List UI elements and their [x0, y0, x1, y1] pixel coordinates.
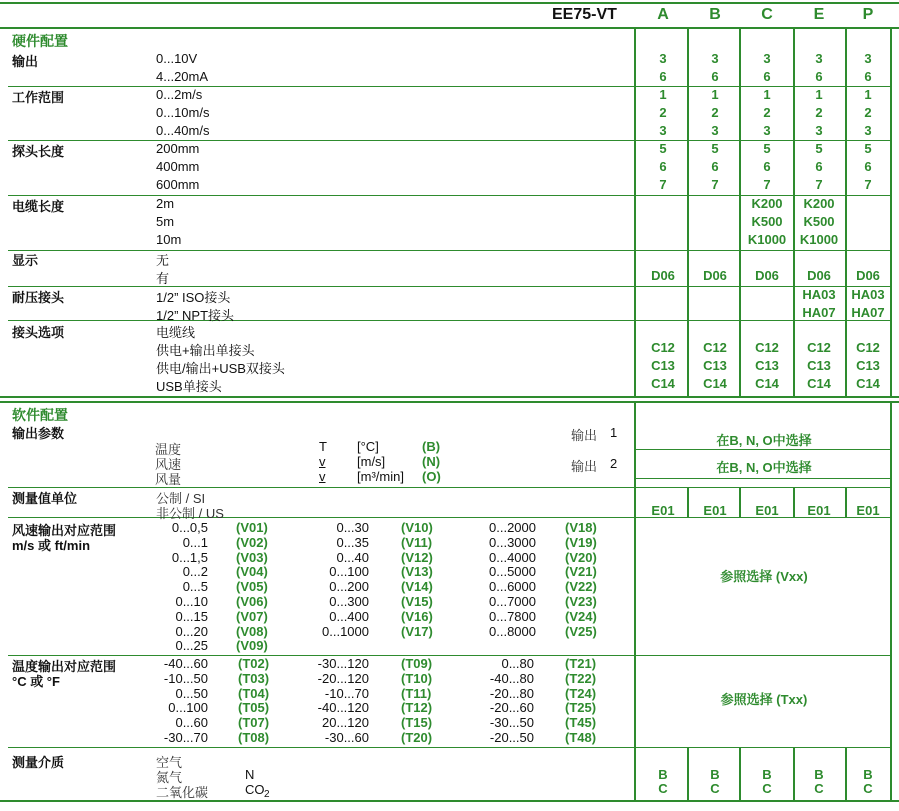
hw-code: 3 — [711, 123, 719, 138]
hw-code: C13 — [703, 358, 727, 373]
range-code: (T11) — [401, 685, 432, 701]
hw-code: C13 — [807, 358, 831, 373]
medium-option: 空气 — [156, 755, 183, 770]
range-value: 0...7000 — [489, 594, 536, 609]
range-code: (V10) — [401, 520, 433, 535]
param-name: 风速 — [155, 457, 182, 472]
hw-code: 2 — [763, 105, 771, 120]
unit-option: 非公制 / US — [156, 506, 224, 521]
temp-range-units: °C 或 °F — [12, 674, 60, 689]
range-code: (T12) — [401, 700, 433, 716]
choice-divider — [634, 449, 890, 450]
hw-code: 6 — [763, 69, 771, 84]
param-unit: [m/s] — [357, 454, 386, 469]
hw-option: 600mm — [156, 177, 200, 192]
range-value: -30...50 — [489, 715, 534, 731]
range-code: (T02) — [238, 656, 270, 671]
range-code: (T10) — [401, 670, 433, 686]
hw-code: 1 — [659, 87, 667, 102]
range-value: 0...0,5 — [171, 520, 208, 535]
hw-option: 无 — [156, 253, 170, 268]
output-1-label: 输出 — [571, 428, 598, 443]
medium-code: C — [710, 781, 720, 796]
unit-option: 公制 / SI — [156, 491, 206, 506]
range-code: (T25) — [565, 700, 597, 716]
unit-code: E01 — [703, 503, 727, 518]
medium-code: C — [814, 781, 824, 796]
hw-code: 5 — [659, 141, 667, 156]
unit-code: E01 — [856, 503, 880, 518]
range-code: (V12) — [401, 549, 433, 565]
param-symbol: T — [319, 439, 327, 454]
range-value: -10...70 — [324, 685, 369, 701]
hw-code: 6 — [711, 159, 719, 174]
medium-code: C — [762, 781, 772, 796]
medium-option: 二氧化碳 — [156, 785, 209, 800]
section-divider-2 — [0, 401, 899, 403]
hw-code: 6 — [659, 69, 667, 84]
hw-option: 200mm — [156, 141, 200, 156]
hw-code: C14 — [856, 376, 880, 391]
hw-row-divider-5 — [8, 320, 890, 321]
hw-code: K1000 — [747, 232, 787, 247]
param-unit: [°C] — [357, 439, 379, 454]
range-value: 0...300 — [329, 594, 369, 609]
range-value: 0...100 — [168, 700, 208, 716]
hw-code: 6 — [711, 69, 719, 84]
hw-code: 3 — [864, 51, 872, 66]
hw-code: 6 — [815, 159, 823, 174]
range-value: 0...5000 — [489, 564, 536, 580]
medium-formula-co: CO — [245, 782, 265, 797]
hw-code: D06 — [651, 268, 675, 283]
output-params-label: 输出参数 — [12, 426, 65, 441]
hardware-section-title: 硬件配置 — [12, 33, 68, 49]
range-code: (T24) — [565, 685, 597, 701]
output-1-number: 1 — [610, 425, 618, 440]
range-code: (V17) — [401, 623, 433, 639]
range-code: (T21) — [565, 656, 597, 671]
range-code: (T22) — [565, 670, 597, 686]
medium-code: C — [863, 781, 873, 796]
medium-code: C — [658, 781, 668, 796]
range-value: -20...80 — [489, 685, 534, 701]
software-section-title: 软件配置 — [12, 407, 68, 423]
range-code: (V19) — [565, 534, 597, 550]
hw-code: C13 — [651, 358, 675, 373]
column-header-a: A — [657, 6, 669, 23]
hw-option: 5m — [156, 214, 175, 229]
hw-code: K200 — [751, 196, 783, 211]
range-value: -30...120 — [317, 656, 369, 671]
hw-option: 供电/输出+USB双接头 — [156, 361, 285, 376]
range-value: -10...50 — [163, 670, 208, 686]
range-code: (V18) — [565, 520, 597, 535]
column-header-e: E — [813, 6, 825, 23]
range-code: (T05) — [238, 700, 270, 716]
hw-code: C13 — [856, 358, 880, 373]
range-code: (T09) — [401, 656, 433, 671]
hw-code: K200 — [803, 196, 835, 211]
hw-code: C14 — [651, 376, 675, 391]
hw-code: 1 — [711, 87, 719, 102]
hw-code: 2 — [659, 105, 667, 120]
range-code: (V07) — [236, 608, 268, 624]
range-value: 0...1000 — [322, 623, 369, 639]
temp-range-choice: 参照选择 (Txx) — [720, 692, 808, 707]
hw-code: 6 — [763, 159, 771, 174]
model-name: EE75-VT — [552, 6, 617, 23]
hw-code: K500 — [751, 214, 783, 229]
hw-code: K500 — [803, 214, 835, 229]
range-value: -30...70 — [163, 730, 208, 745]
range-code: (V13) — [401, 564, 433, 580]
hw-code: 5 — [864, 141, 872, 156]
medium-code: B — [762, 767, 772, 782]
range-code: (V06) — [236, 594, 268, 609]
range-value: 0...40 — [336, 549, 369, 565]
range-code: (T20) — [401, 730, 433, 745]
hw-row-divider-3 — [8, 250, 890, 251]
range-code: (V25) — [565, 623, 597, 639]
medium-label: 测量介质 — [12, 755, 65, 770]
medium-code: B — [863, 767, 873, 782]
range-code: (V11) — [401, 534, 433, 550]
range-value: -30...60 — [324, 730, 369, 745]
range-value: 0...2000 — [489, 520, 536, 535]
hw-option: 0...2m/s — [156, 87, 203, 102]
column-header-c: C — [761, 6, 773, 23]
hw-option: 电缆线 — [156, 325, 196, 340]
range-value: 0...50 — [175, 685, 208, 701]
range-value: 0...80 — [501, 656, 534, 671]
medium-code: B — [814, 767, 824, 782]
hw-code: 2 — [711, 105, 719, 120]
hw-code: 6 — [864, 159, 872, 174]
param-name: 风量 — [155, 472, 182, 487]
range-code: (V23) — [565, 594, 597, 609]
column-header-p: P — [862, 6, 874, 23]
range-value: 0...4000 — [489, 549, 536, 565]
hw-code: HA03 — [851, 287, 885, 302]
hw-code: C14 — [755, 376, 779, 391]
hw-code: K1000 — [799, 232, 839, 247]
hw-column-line-0 — [634, 27, 636, 398]
speed-range-choice: 参照选择 (Vxx) — [720, 569, 808, 584]
hw-code: 6 — [864, 69, 872, 84]
hw-code: 3 — [659, 123, 667, 138]
hw-option: 供电+输出单接头 — [156, 343, 255, 358]
hw-option: 0...10m/s — [156, 105, 210, 120]
range-value: -20...120 — [317, 670, 369, 686]
hw-code: 1 — [864, 87, 872, 102]
hw-code: 1 — [815, 87, 823, 102]
output-2-number: 2 — [610, 456, 618, 471]
param-unit: [m³/min] — [357, 469, 404, 484]
hw-option: 1/2” NPT接头 — [156, 308, 235, 323]
hw-code: 3 — [815, 123, 823, 138]
hw-code: C12 — [651, 340, 675, 355]
hw-label: 输出 — [12, 54, 39, 69]
hw-code: C14 — [807, 376, 831, 391]
range-value: 0...25 — [175, 638, 208, 654]
speed-range-units: m/s 或 ft/min — [12, 538, 91, 553]
range-value: 0...1,5 — [171, 549, 208, 565]
range-code: (V20) — [565, 549, 597, 565]
range-value: 0...6000 — [489, 579, 536, 595]
range-code: (T45) — [565, 715, 597, 731]
range-value: 20...120 — [322, 715, 369, 731]
hw-option: USB单接头 — [156, 379, 222, 394]
hw-code: 3 — [864, 123, 872, 138]
range-value: -20...60 — [489, 700, 534, 716]
hw-code: 3 — [659, 51, 667, 66]
param-symbol: v — [319, 454, 326, 469]
range-code: (V05) — [236, 579, 268, 595]
hw-code: 3 — [815, 51, 823, 66]
hw-code: C14 — [703, 376, 727, 391]
hw-code: C12 — [856, 340, 880, 355]
header-divider — [0, 27, 899, 29]
range-value: 0...30 — [336, 520, 369, 535]
range-code: (V04) — [236, 564, 268, 580]
range-value: -40...60 — [163, 656, 208, 671]
hw-option: 1/2” ISO接头 — [156, 290, 231, 305]
section-divider-1 — [0, 396, 899, 398]
hw-code: 6 — [659, 159, 667, 174]
hw-label: 显示 — [12, 253, 39, 268]
hw-label: 接头选项 — [12, 325, 65, 340]
hw-code: C12 — [807, 340, 831, 355]
unit-code: E01 — [651, 503, 675, 518]
hw-code: 7 — [711, 177, 719, 192]
range-code: (V24) — [565, 608, 597, 624]
range-code: (T08) — [238, 730, 270, 745]
hw-code: 7 — [763, 177, 771, 192]
range-value: 0...1 — [182, 534, 208, 550]
range-code: (T03) — [238, 670, 270, 686]
output-2-choice: 在B, N, O中选择 — [716, 460, 812, 475]
range-value: 0...7800 — [489, 608, 536, 624]
hw-code: D06 — [807, 268, 831, 283]
speed-range-label: 风速输出对应范围 — [12, 523, 117, 538]
medium-code: B — [658, 767, 668, 782]
range-code: (T04) — [238, 685, 270, 701]
range-value: 0...200 — [329, 579, 369, 595]
range-value: 0...100 — [329, 564, 369, 580]
hw-code: 3 — [711, 51, 719, 66]
range-code: (V09) — [236, 638, 268, 654]
range-code: (V15) — [401, 594, 433, 609]
range-code: (V14) — [401, 579, 433, 595]
top-border — [0, 2, 899, 4]
output-2-label: 输出 — [571, 459, 598, 474]
hw-code: 5 — [711, 141, 719, 156]
medium-formula-sub: 2 — [264, 789, 270, 800]
hw-option: 2m — [156, 196, 175, 211]
bottom-border — [0, 800, 899, 802]
hw-code: 5 — [815, 141, 823, 156]
param-symbol: v — [319, 469, 326, 484]
hw-label: 耐压接头 — [12, 290, 65, 305]
hw-row-divider-4 — [8, 286, 890, 287]
range-value: -40...80 — [489, 670, 534, 686]
hw-label: 电缆长度 — [12, 199, 65, 214]
range-code: (V08) — [236, 623, 268, 639]
hw-code: C13 — [755, 358, 779, 373]
param-name: 温度 — [155, 442, 182, 457]
range-value: 0...35 — [336, 534, 369, 550]
hw-code: 1 — [763, 87, 771, 102]
hw-code: C12 — [755, 340, 779, 355]
hw-code: HA07 — [851, 305, 885, 320]
range-value: -40...120 — [317, 700, 369, 716]
range-code: (V16) — [401, 608, 433, 624]
range-value: -20...50 — [489, 730, 534, 745]
range-value: 0...20 — [175, 623, 208, 639]
hw-option: 10m — [156, 232, 182, 247]
range-value: 0...60 — [175, 715, 208, 731]
hw-label: 工作范围 — [12, 90, 65, 105]
hw-option: 有 — [156, 271, 170, 286]
temp-range-label: 温度输出对应范围 — [12, 659, 117, 674]
range-code: (V03) — [236, 549, 268, 565]
output-1-choice: 在B, N, O中选择 — [716, 433, 812, 448]
range-code: (T48) — [565, 730, 597, 745]
column-header-b: B — [709, 6, 721, 23]
hw-code: 6 — [815, 69, 823, 84]
range-value: 0...400 — [329, 608, 369, 624]
range-code: (V21) — [565, 564, 597, 580]
hw-code: HA03 — [802, 287, 836, 302]
choice-divider-2 — [634, 478, 890, 479]
unit-code: E01 — [755, 503, 779, 518]
range-code: (T15) — [401, 715, 433, 731]
hw-option: 0...40m/s — [156, 123, 210, 138]
units-label: 测量值单位 — [12, 491, 78, 506]
sw-row-divider-4 — [8, 747, 890, 748]
medium-code: B — [710, 767, 720, 782]
param-code: (O) — [422, 469, 441, 484]
hw-option: 400mm — [156, 159, 200, 174]
range-value: 0...5 — [182, 579, 208, 595]
medium-formula-n: N — [245, 767, 255, 782]
sw-row-divider-1 — [8, 487, 890, 488]
range-code: (V22) — [565, 579, 597, 595]
hw-code: HA07 — [802, 305, 836, 320]
hw-code: 7 — [659, 177, 667, 192]
range-value: 0...8000 — [489, 623, 536, 639]
hw-code: 7 — [864, 177, 872, 192]
range-value: 0...2 — [182, 564, 208, 580]
hw-code: 3 — [763, 123, 771, 138]
range-value: 0...15 — [175, 608, 208, 624]
hw-option: 0...10V — [156, 51, 198, 66]
range-code: (V02) — [236, 534, 268, 550]
range-code: (V01) — [236, 520, 268, 535]
hw-code: 2 — [864, 105, 872, 120]
hw-code: C12 — [703, 340, 727, 355]
range-code: (T07) — [238, 715, 270, 731]
hw-code: 5 — [763, 141, 771, 156]
param-code: (N) — [422, 454, 441, 469]
hw-code: 2 — [815, 105, 823, 120]
hw-code: 3 — [763, 51, 771, 66]
hw-code: D06 — [703, 268, 727, 283]
param-code: (B) — [422, 439, 441, 454]
unit-code: E01 — [807, 503, 831, 518]
range-value: 0...3000 — [489, 534, 536, 550]
range-value: 0...10 — [175, 594, 208, 609]
hw-code: 7 — [815, 177, 823, 192]
hw-code: D06 — [856, 268, 880, 283]
hw-label: 探头长度 — [12, 144, 65, 159]
hw-code: D06 — [755, 268, 779, 283]
medium-option: 氮气 — [156, 770, 183, 785]
hw-option: 4...20mA — [156, 69, 209, 84]
